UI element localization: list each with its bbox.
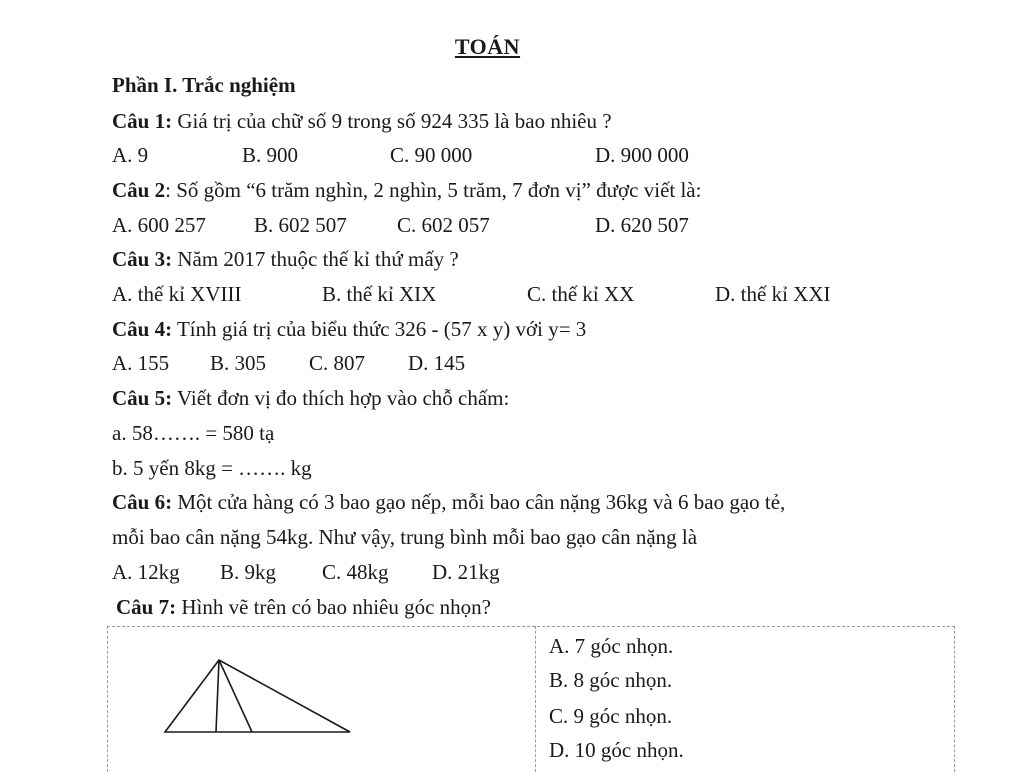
question-6-label: Câu 6: xyxy=(112,490,173,514)
question-4-option-c: C. 807 xyxy=(309,351,366,375)
question-7-option-c: C. 9 góc nhọn. xyxy=(549,704,673,728)
question-3-option-d: D. thế kỉ XXI xyxy=(715,282,831,306)
question-7-label: Câu 7: xyxy=(116,595,177,619)
question-7-text: Hình vẽ trên có bao nhiêu góc nhọn? xyxy=(176,595,492,619)
question-6-text-line1: Một cửa hàng có 3 bao gạo nếp, mỗi bao cân nặng 36kg và 6 bao gạo tẻ, xyxy=(172,490,786,514)
question-7-option-a: A. 7 góc nhọn. xyxy=(549,634,674,658)
question-3 xyxy=(112,246,459,272)
inner-segment-right xyxy=(219,660,252,732)
triangle-figure xyxy=(160,655,356,741)
question-5-part-a: a. 58……. = 580 tạ xyxy=(112,421,275,445)
question-2-label: Câu 2 xyxy=(112,178,166,202)
question-1-option-b: B. 900 xyxy=(242,143,299,167)
question-6-text-line2: mỗi bao cân nặng 54kg. Như vậy, trung bình mỗi bao gạo cân nặng là xyxy=(112,525,698,549)
section-heading: Phần I. Trắc nghiệm xyxy=(112,73,296,97)
question-6-option-c: C. 48kg xyxy=(322,560,389,584)
question-3-option-b: B. thế kỉ XIX xyxy=(322,282,437,306)
question-3-option-a: A. thế kỉ XVIII xyxy=(112,282,242,306)
question-5 xyxy=(112,385,509,411)
question-1-option-d: D. 900 000 xyxy=(595,143,689,167)
question-1-label: Câu 1: xyxy=(112,109,173,133)
inner-segment-left xyxy=(216,660,219,732)
question-4-option-d: D. 145 xyxy=(408,351,466,375)
page-title: TOÁN xyxy=(454,34,521,59)
question-5-part-b: b. 5 yến 8kg = ……. kg xyxy=(112,456,312,480)
question-7-option-d: D. 10 góc nhọn. xyxy=(549,738,684,762)
question-7-option-b: B. 8 góc nhọn. xyxy=(549,668,673,692)
question-3-label: Câu 3: xyxy=(112,247,173,271)
question-4-text: Tính giá trị của biểu thức 326 - (57 x y) với y= 3 xyxy=(172,317,587,341)
outer-triangle xyxy=(165,660,350,732)
question-4 xyxy=(112,316,586,342)
question-1-option-a: A. 9 xyxy=(112,143,149,167)
question-2-option-d: D. 620 507 xyxy=(595,213,689,237)
question-1 xyxy=(112,108,612,134)
question-6-option-a: A. 12kg xyxy=(112,560,180,584)
question-1-option-c: C. 90 000 xyxy=(390,143,473,167)
question-6-option-b: B. 9kg xyxy=(220,560,277,584)
question-2 xyxy=(112,177,701,203)
question-4-option-a: A. 155 xyxy=(112,351,170,375)
question-4-option-b: B. 305 xyxy=(210,351,267,375)
question-2-option-c: C. 602 057 xyxy=(397,213,490,237)
question-1-text: Giá trị của chữ số 9 trong số 924 335 là bao nhiêu ? xyxy=(172,109,612,133)
question-6 xyxy=(112,489,785,515)
question-5-text: Viết đơn vị đo thích hợp vào chỗ chấm: xyxy=(172,386,510,410)
question-7-table-divider xyxy=(535,626,536,772)
question-3-text: Năm 2017 thuộc thế kỉ thứ mấy ? xyxy=(172,247,459,271)
question-2-text: : Số gồm “6 trăm nghìn, 2 nghìn, 5 trăm, 7 đơn vị” được viết là: xyxy=(165,178,702,202)
question-2-option-b: B. 602 507 xyxy=(254,213,347,237)
question-6-option-d: D. 21kg xyxy=(432,560,500,584)
question-4-label: Câu 4: xyxy=(112,317,173,341)
question-7 xyxy=(116,594,491,620)
question-5-label: Câu 5: xyxy=(112,386,173,410)
question-3-option-c: C. thế kỉ XX xyxy=(527,282,635,306)
question-2-option-a: A. 600 257 xyxy=(112,213,206,237)
